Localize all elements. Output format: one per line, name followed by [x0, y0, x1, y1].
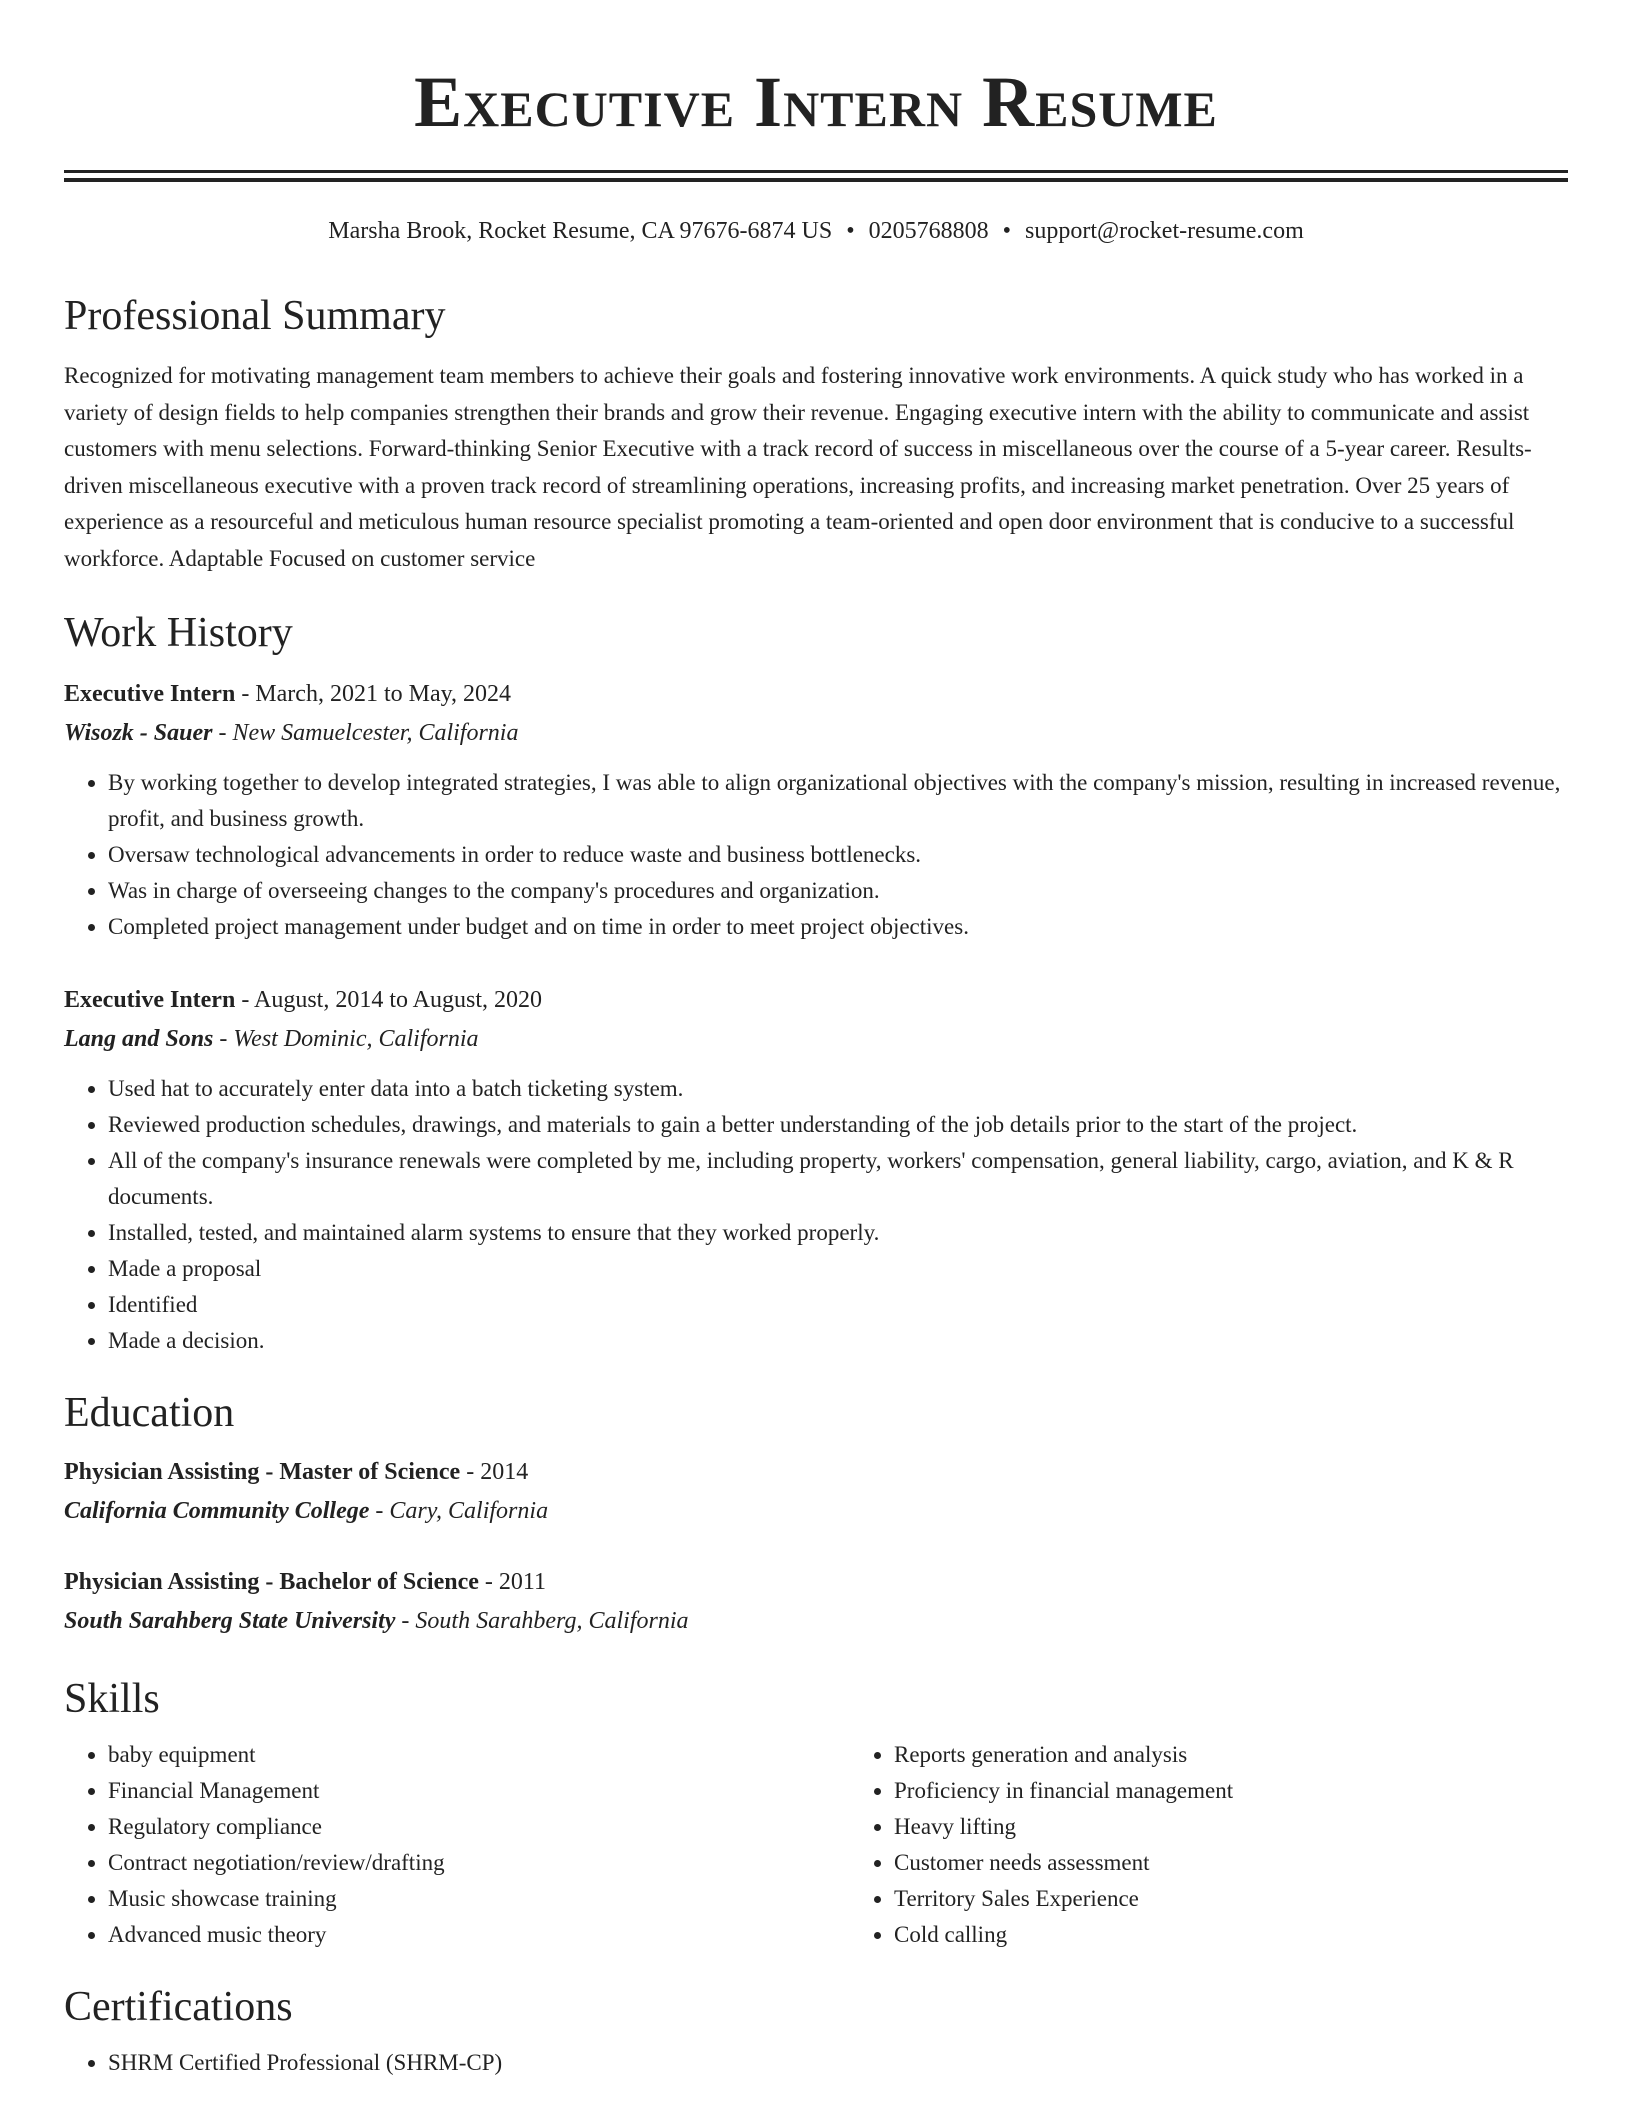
title-divider-top: [64, 170, 1568, 173]
job-entry: [64, 981, 1568, 1359]
title-divider-bottom: [64, 178, 1568, 182]
job-company-line: [64, 1020, 1568, 1059]
list-item: • SHRM Certified Professional (SHRM-CP): [108, 2045, 1568, 2081]
list-item: • Cold calling: [894, 1917, 1632, 1953]
list-item: • By working together to develop integrated strategies, I was able to align organizational objectives with the company's mission, resulting in increased revenue, profit, and business growth.: [108, 765, 1568, 837]
list-item: • Territory Sales Experience: [894, 1881, 1632, 1917]
degree-line: [64, 1563, 1568, 1602]
resume-title: Executive Intern Resume: [414, 62, 1218, 142]
list-item: • Made a decision.: [108, 1323, 1568, 1359]
list-item: • Installed, tested, and maintained alarm systems to ensure that they worked properly.: [108, 1215, 1568, 1251]
degree-year: - 2011: [478, 1569, 546, 1595]
job-company-line: [64, 714, 1568, 753]
job-company: Wisozk - Sauer: [64, 720, 213, 746]
job-title: Executive Intern: [64, 987, 236, 1013]
job-title-line: [64, 981, 1568, 1020]
list-item: • Heavy lifting: [894, 1809, 1632, 1845]
list-item: • Identified: [108, 1287, 1568, 1323]
list-item: • baby equipment: [108, 1737, 850, 1773]
work-history-heading: Work History: [64, 610, 293, 656]
education-entry: [64, 1453, 1568, 1531]
job-dates: - March, 2021 to May, 2024: [235, 681, 512, 707]
list-item: • Made a proposal: [108, 1251, 1568, 1287]
school-name: South Sarahberg State University: [64, 1608, 396, 1634]
certifications-list: [64, 2045, 1568, 2081]
list-item: • Contract negotiation/review/drafting: [108, 1845, 850, 1881]
school-name: California Community College: [64, 1498, 370, 1524]
job-bullet-list: [64, 1071, 1568, 1359]
list-item: • Proficiency in financial management: [894, 1773, 1632, 1809]
list-item: • Regulatory compliance: [108, 1809, 850, 1845]
list-item: • Oversaw technological advancements in order to reduce waste and business bottlenecks.: [108, 837, 1568, 873]
contact-separator: •: [1002, 218, 1012, 244]
list-item: • Used hat to accurately enter data into a batch ticketing system.: [108, 1071, 1568, 1107]
job-company: Lang and Sons: [64, 1026, 214, 1052]
school-line: [64, 1492, 1568, 1531]
school-location: - Cary, California: [369, 1498, 549, 1524]
education-entry: [64, 1563, 1568, 1641]
degree-year: - 2014: [460, 1459, 529, 1485]
degree-name: Physician Assisting - Master of Science: [64, 1459, 461, 1485]
skills-list-left: [64, 1737, 850, 1953]
job-title-line: [64, 675, 1568, 714]
summary-heading: Professional Summary: [64, 293, 446, 339]
list-item: • Advanced music theory: [108, 1917, 850, 1953]
contact-separator: •: [846, 218, 855, 244]
education-heading: Education: [64, 1390, 235, 1436]
list-item: • Music showcase training: [108, 1881, 850, 1917]
list-item: • Was in charge of overseeing changes to the company's procedures and organization.: [108, 873, 1568, 909]
job-location: - New Samuelcester, California: [212, 720, 519, 746]
degree-line: [64, 1453, 1568, 1492]
list-item: • Customer needs assessment: [894, 1845, 1632, 1881]
job-dates: - August, 2014 to August, 2020: [235, 987, 543, 1013]
summary-text: Recognized for motivating management team members to achieve their goals and fostering innovative work environments. A quick study who has worked in a variety of design fields to help companies strengthen their brands and grow their revenue. Engaging executive intern with the ability to communicate and assist customers with menu selections. Forward-thinking Senior Executive with a track record of success in miscellaneous over the course of a 5-year career. Results-driven miscellaneous executive with a proven track record of streamlining operations, increasing profits, and increasing market penetration. Over 25 years of experience as a resourceful and meticulous human resource specialist promoting a team-oriented and open door environment that is conducive to a successful workforce. Adaptable Focused on customer service: [64, 363, 1532, 571]
list-item: • Reports generation and analysis: [894, 1737, 1632, 1773]
contact-email: support@rocket-resume.com: [1025, 218, 1304, 244]
list-item: • Completed project management under budget and on time in order to meet project objectives.: [108, 909, 1568, 945]
job-title: Executive Intern: [64, 681, 236, 707]
degree-name: Physician Assisting - Bachelor of Science: [64, 1569, 479, 1595]
list-item: • Reviewed production schedules, drawings, and materials to gain a better understanding of the job details prior to the start of the project.: [108, 1107, 1568, 1143]
job-entry: [64, 675, 1568, 945]
school-location: - South Sarahberg, California: [395, 1608, 689, 1634]
contact-address: Marsha Brook, Rocket Resume, CA 97676-6874 US: [328, 218, 833, 244]
list-item: • All of the company's insurance renewals were completed by me, including property, workers' compensation, general liability, cargo, aviation, and K & R documents.: [108, 1143, 1568, 1215]
list-item: • Financial Management: [108, 1773, 850, 1809]
school-line: [64, 1602, 1568, 1641]
job-bullet-list: [64, 765, 1568, 945]
certifications-heading: Certifications: [64, 1984, 293, 2030]
skills-columns: [64, 1737, 1568, 1953]
job-location: - West Dominic, California: [213, 1026, 479, 1052]
contact-phone: 0205768808: [868, 218, 989, 244]
skills-heading: Skills: [64, 1676, 160, 1722]
skills-list-right: [850, 1737, 1632, 1953]
contact-line: [64, 214, 1568, 248]
